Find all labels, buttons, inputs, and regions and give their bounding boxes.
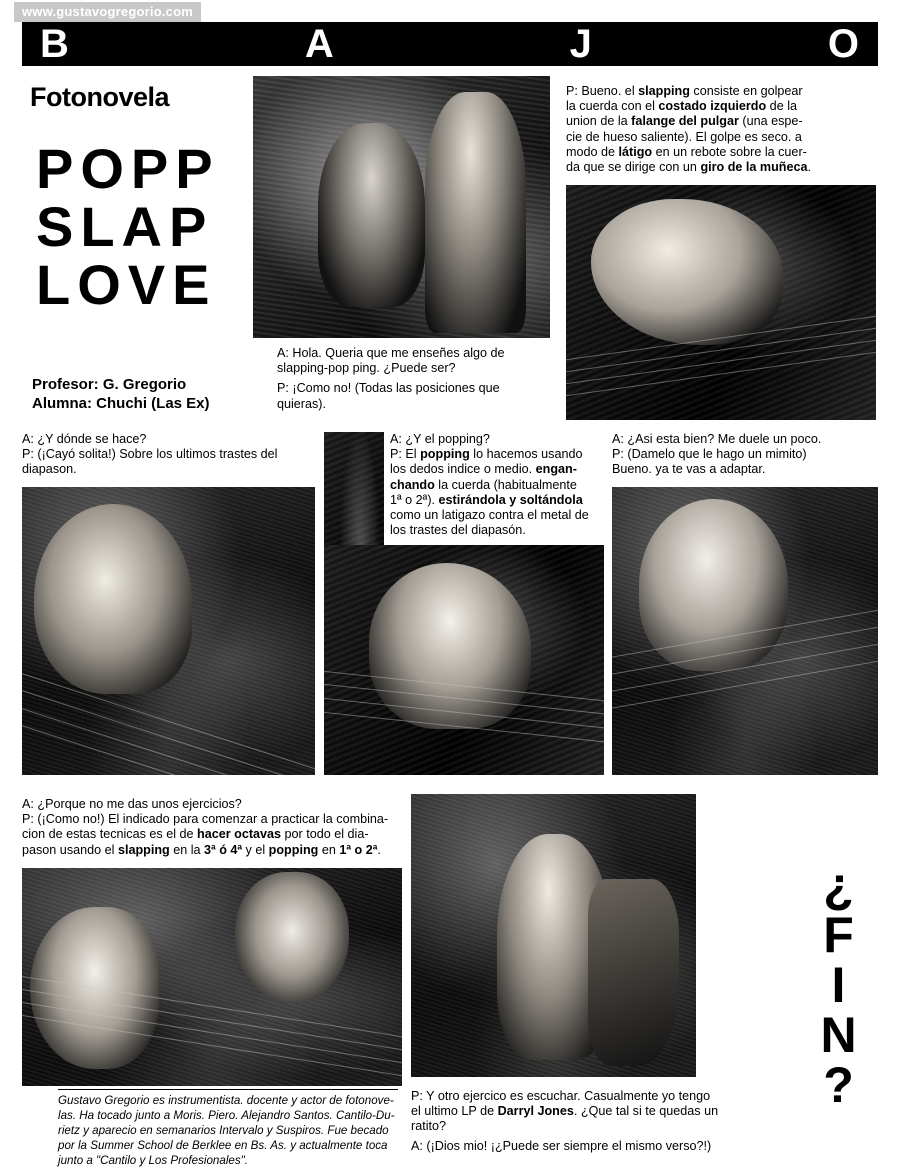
- caption-2-b5: giro de la muñeca: [700, 160, 808, 175]
- caption-7-line-4: A: (¡Dios mio! ¡¿Puede ser siempre el mismo verso?!): [411, 1138, 712, 1153]
- caption-4-b2: engan-: [535, 462, 577, 477]
- caption-4-line-1: A: ¿Y el popping?: [390, 432, 490, 446]
- credits-student: Alumna: Chuchi (Las Ex): [32, 395, 210, 412]
- caption-6-t2: por todo el dia-: [281, 827, 369, 842]
- caption-4-t3: los dedos indice o medio.: [390, 462, 536, 477]
- bio-text: [58, 1093, 403, 1168]
- bio-line-5: junto a "Cantilo y Los Profesionales".: [58, 1154, 248, 1167]
- caption-6-b4: popping: [268, 842, 319, 857]
- caption-1-line-3: P: ¡Como no! (Todas las posiciones que quieras).: [277, 381, 500, 411]
- masthead-letter-o: O: [827, 22, 860, 66]
- caption-2-t6: (una espe-: [738, 114, 803, 129]
- caption-5-line-1: A: ¿Asi esta bien? Me duele un poco.: [612, 432, 822, 446]
- title-line-2: SLAP: [36, 195, 214, 258]
- photo-panel-5: [612, 487, 878, 775]
- masthead-letter-j: J: [569, 22, 593, 66]
- fin-char-4: ?: [823, 1057, 853, 1113]
- caption-6-b2: slapping: [117, 842, 170, 857]
- caption-2-t1: P: Bueno. el: [566, 84, 639, 98]
- bio-line-4: por la Summer School de Berklee en Bs. As. y actualmente toca: [58, 1139, 388, 1152]
- caption-7-line-3: ratito?: [411, 1119, 447, 1134]
- caption-6-line-2: P: (¡Como no!) El indicado para comenzar a practicar la combina-: [22, 812, 389, 827]
- photo-panel-3: [22, 487, 315, 775]
- caption-6-t6: en: [318, 842, 340, 857]
- caption-6-t3: pason usando el: [22, 842, 118, 857]
- masthead-letter-a: A: [304, 22, 335, 66]
- bio-rule-top: [58, 1089, 398, 1090]
- caption-1-line-1: A: Hola. Queria que me enseñes algo de: [277, 346, 505, 360]
- title-line-1: POPP: [36, 137, 220, 200]
- caption-6-b1: hacer octavas: [197, 827, 282, 842]
- caption-4-t5: 1ª o 2ª).: [390, 492, 439, 507]
- caption-2-line-4: cie de hueso saliente). El golpe es seco. a: [566, 129, 802, 144]
- caption-5-line-3: Bueno. ya te vas a adaptar.: [612, 462, 766, 477]
- bio-line-3: rietz y aparecio en semanarios Intervalo y Suspiros. Fue becado: [58, 1124, 389, 1137]
- caption-3-line-2: P: (¡Cayó solita!) Sobre los ultimos trastes del: [22, 447, 278, 462]
- caption-3-line-3: diapason.: [22, 462, 77, 477]
- caption-panel-7: [411, 1089, 761, 1154]
- bass-neck-lines: [566, 185, 876, 420]
- caption-2-t7: modo de: [566, 144, 619, 159]
- masthead-letter-b: B: [40, 22, 70, 66]
- caption-2-b1: slapping: [638, 84, 690, 98]
- ending-fin: [800, 857, 876, 1113]
- caption-panel-3: [22, 432, 322, 478]
- photo-panel-4b: [324, 545, 604, 775]
- page-title: [36, 137, 246, 316]
- caption-panel-2: [566, 84, 876, 175]
- caption-panel-5: [612, 432, 884, 478]
- caption-6-line-1: A: ¿Porque no me das unos ejercicios?: [22, 797, 242, 811]
- caption-2-b2: costado izquierdo: [658, 99, 767, 114]
- fin-char-2: I: [831, 957, 845, 1013]
- caption-2-t4: de la: [766, 99, 797, 114]
- fin-char-0: ¿: [823, 857, 853, 913]
- kicker-fotonovela: Fotonovela: [30, 82, 170, 112]
- caption-4-b1: popping: [420, 447, 470, 462]
- caption-4-b3: chando: [390, 477, 435, 492]
- fin-char-3: N: [820, 1007, 856, 1063]
- caption-4-t4: la cuerda (habitualmente: [434, 477, 577, 492]
- caption-6-t4: en la: [169, 842, 205, 857]
- caption-panel-6: [22, 797, 402, 858]
- caption-6-t7: .: [377, 842, 381, 857]
- caption-2-b4: látigo: [618, 144, 653, 159]
- bio-line-1: Gustavo Gregorio es instrumentista. docente y actor de fotonove-: [58, 1094, 394, 1107]
- caption-7-t2: . ¿Que tal si te quedas un: [573, 1104, 719, 1119]
- caption-6-b3: 3ª ó 4ª: [204, 842, 243, 857]
- caption-2-t2: consiste en golpear: [689, 84, 803, 98]
- bio-line-2: las. Ha tocado junto a Moris. Piero. Alejandro Santos. Cantilo-Du-: [58, 1109, 395, 1122]
- caption-4-line-7: los trastes del diapasón.: [390, 523, 526, 538]
- credits-professor: Profesor: G. Gregorio: [32, 376, 187, 393]
- watermark: www.gustavogregorio.com: [14, 2, 201, 22]
- caption-3-line-1: A: ¿Y dónde se hace?: [22, 432, 147, 446]
- caption-4-t2: lo hacemos usando: [469, 447, 583, 462]
- caption-2-b3: falange del pulgar: [631, 114, 739, 129]
- caption-5-line-2: P: (Damelo que le hago un mimito): [612, 447, 807, 462]
- caption-panel-4: [390, 432, 605, 538]
- caption-2-t8: en un rebote sobre la cuer-: [652, 144, 807, 159]
- caption-2-t5: union de la: [566, 114, 632, 129]
- caption-4-b4: estirándola y soltándola: [438, 492, 583, 507]
- credits: [32, 375, 252, 413]
- caption-2-t3: la cuerda con el: [566, 99, 659, 114]
- caption-6-b5: 1ª o 2ª: [339, 842, 378, 857]
- photo-panel-6: [22, 868, 402, 1086]
- title-line-3: LOVE: [36, 253, 217, 316]
- caption-7-b1: Darryl Jones: [497, 1104, 574, 1119]
- caption-panel-1: [277, 346, 552, 412]
- caption-2-t9: da que se dirige con un: [566, 160, 701, 175]
- photo-panel-2: [566, 185, 876, 420]
- fin-char-1: F: [823, 907, 853, 963]
- photo-panel-7: [411, 794, 696, 1077]
- caption-6-t5: y el: [242, 842, 269, 857]
- caption-2-t10: .: [807, 160, 812, 175]
- caption-1-line-2: slapping-pop ping. ¿Puede ser?: [277, 361, 456, 376]
- caption-4-t1: P: El: [390, 447, 421, 462]
- photo-panel-1: [253, 76, 550, 338]
- caption-7-line-1: P: Y otro ejercico es escuchar. Casualmente yo tengo: [411, 1089, 711, 1103]
- caption-6-t1: cion de estas tecnicas es el de: [22, 827, 198, 842]
- caption-7-t1: el ultimo LP de: [411, 1104, 498, 1119]
- caption-4-line-6: como un latigazo contra el metal de: [390, 508, 589, 523]
- masthead: [22, 22, 878, 66]
